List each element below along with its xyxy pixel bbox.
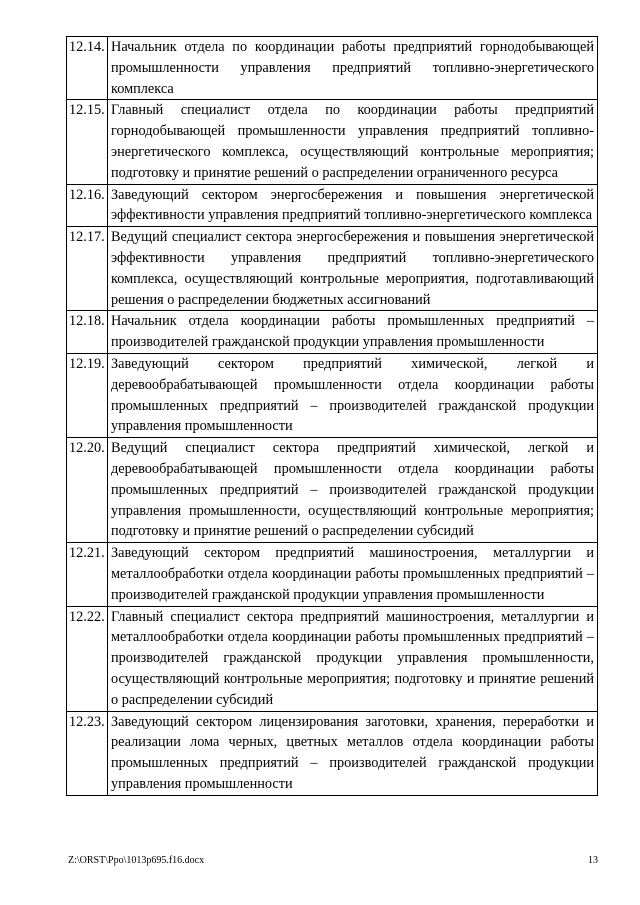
row-number: 12.17.	[67, 227, 108, 311]
footer-file-path: Z:\ORST\Ppo\1013p695.f16.docx	[68, 855, 205, 866]
row-number: 12.23.	[67, 711, 108, 795]
row-number: 12.15.	[67, 100, 108, 184]
row-text: Заведующий сектором лицензирования заготовки, хранения, переработки и реализации лома черных, цветных металлов отдела координации работы промышленных предприятий – производителей гражданской продукции управления промышленности	[108, 711, 598, 795]
row-number: 12.18.	[67, 311, 108, 354]
row-text: Ведущий специалист сектора энергосбережения и повышения энергетической эффективности управления предприятий топливно-энергетического комплекса, осуществляющий контрольные мероприятия, подготавливающий решения о распределении бюджетных ассигнований	[108, 227, 598, 311]
row-number: 12.16.	[67, 184, 108, 227]
table-row	[67, 438, 598, 543]
row-number: 12.21.	[67, 543, 108, 606]
row-text: Заведующий сектором предприятий машиностроения, металлургии и металлообработки отдела координации работы промышленных предприятий – производителей гражданской продукции управления промышленности	[108, 543, 598, 606]
table-row	[67, 606, 598, 711]
row-text: Ведущий специалист сектора предприятий химической, легкой и деревообрабатывающей промышленности отдела координации работы промышленных предприятий – производителей гражданской продукции управления промышленности, осуществляющий контрольные мероприятия; подготовку и принятие решений о распределении субсидий	[108, 438, 598, 543]
row-text: Начальник отдела координации работы промышленных предприятий – производителей гражданской продукции управления промышленности	[108, 311, 598, 354]
table-row	[67, 100, 598, 184]
row-text: Начальник отдела по координации работы предприятий горнодобывающей промышленности управления предприятий топливно-энергетического комплекса	[108, 37, 598, 100]
row-number: 12.22.	[67, 606, 108, 711]
table-row	[67, 311, 598, 354]
row-text: Заведующий сектором энергосбережения и повышения энергетической эффективности управления предприятий топливно-энергетического комплекса	[108, 184, 598, 227]
table-row	[67, 543, 598, 606]
row-number: 12.14.	[67, 37, 108, 100]
row-text: Главный специалист сектора предприятий машиностроения, металлургии и металлообработки отдела координации работы промышленных предприятий – производителей гражданской продукции управления промышленности, осуществляющий контрольные мероприятия; подготовку и принятие решений о распределении субсидий	[108, 606, 598, 711]
row-number: 12.19.	[67, 353, 108, 437]
row-number: 12.20.	[67, 438, 108, 543]
row-text: Заведующий сектором предприятий химической, легкой и деревообрабатывающей промышленности отдела координации работы промышленных предприятий – производителей гражданской продукции управления промышленности	[108, 353, 598, 437]
table-row	[67, 184, 598, 227]
footer-page-number: 13	[588, 855, 598, 866]
positions-table	[66, 36, 598, 796]
table-row	[67, 37, 598, 100]
table-row	[67, 353, 598, 437]
table-row	[67, 227, 598, 311]
table-row	[67, 711, 598, 795]
row-text: Главный специалист отдела по координации работы предприятий горнодобывающей промышленности управления предприятий топливно-энергетического комплекса, осуществляющий контрольные мероприятия; подготовку и принятие решений о распределении ограниченного ресурса	[108, 100, 598, 184]
